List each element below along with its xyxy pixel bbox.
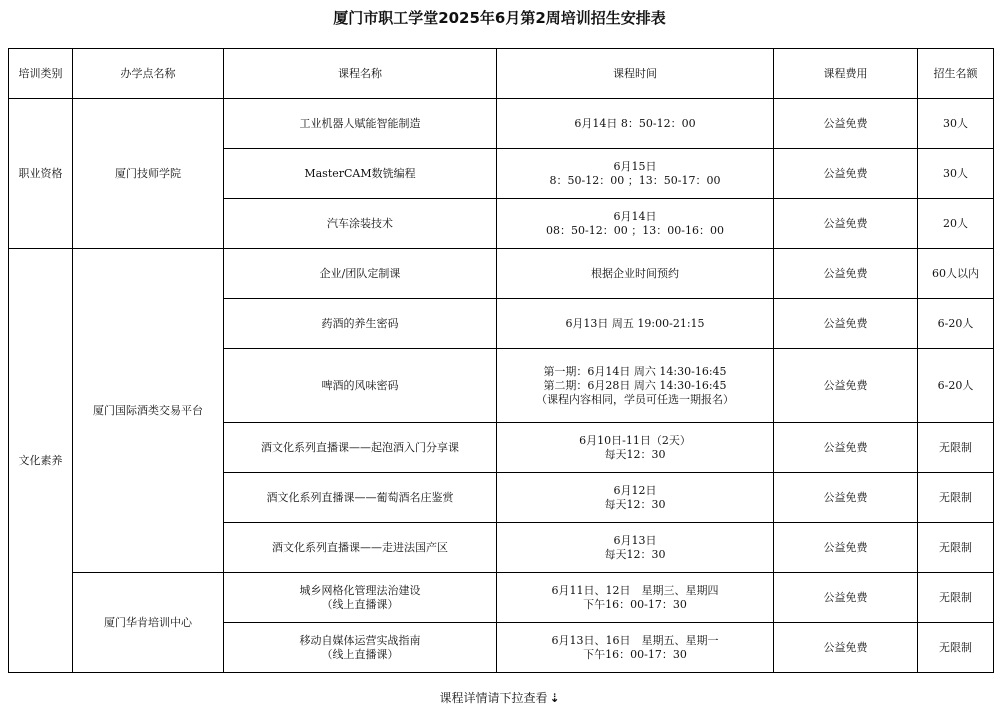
time-cell: 6月10日-11日（2天） 每天12：30 [497,423,774,473]
course-cell: 工业机器人赋能智能制造 [224,99,497,149]
time-cell: 6月13日、16日 星期五、星期一 下午16：00-17：30 [497,623,774,673]
time-cell: 6月13日 每天12：30 [497,523,774,573]
category-cell: 文化素养 [9,249,73,673]
header-time: 课程时间 [497,49,774,99]
school-cell: 厦门国际酒类交易平台 [73,249,224,573]
quota-cell: 无限制 [918,623,994,673]
fee-cell: 公益免费 [774,473,918,523]
quota-cell: 30人 [918,149,994,199]
quota-cell: 6-20人 [918,349,994,423]
page-title: 厦门市职工学堂2025年6月第2周培训招生安排表 [333,9,666,27]
course-cell: 汽车涂装技术 [224,199,497,249]
course-cell: 药酒的养生密码 [224,299,497,349]
category-cell: 职业资格 [9,99,73,249]
course-cell: 酒文化系列直播课——葡萄酒名庄鉴赏 [224,473,497,523]
table-row [9,249,994,299]
fee-cell: 公益免费 [774,623,918,673]
course-cell: 企业/团队定制课 [224,249,497,299]
quota-cell: 无限制 [918,473,994,523]
header-quota: 招生名额 [918,49,994,99]
table-row [9,99,994,149]
scroll-hint-text: 课程详情请下拉查看 [439,691,548,705]
course-cell: 移动自媒体运营实战指南 （线上直播课） [224,623,497,673]
quota-cell: 无限制 [918,523,994,573]
fee-cell: 公益免费 [774,523,918,573]
fee-cell: 公益免费 [774,423,918,473]
scroll-hint [0,690,999,706]
fee-cell: 公益免费 [774,149,918,199]
time-cell: 6月13日 周五 19:00-21:15 [497,299,774,349]
time-cell: 第一期：6月14日 周六 14:30-16:45 第二期：6月28日 周六 14:30-16:45 （课程内容相同，学员可任选一期报名） [497,349,774,423]
header-category: 培训类别 [9,49,73,99]
course-cell: 啤酒的风味密码 [224,349,497,423]
quota-cell: 无限制 [918,423,994,473]
header-school: 办学点名称 [73,49,224,99]
time-cell: 6月14日 8：50-12：00 [497,99,774,149]
arrow-down-icon: ⇣ [549,691,560,705]
header-row [9,49,994,99]
time-cell: 6月15日 8：50-12：00 ；13：50-17：00 [497,149,774,199]
quota-cell: 20人 [918,199,994,249]
course-cell: 酒文化系列直播课——走进法国产区 [224,523,497,573]
quota-cell: 无限制 [918,573,994,623]
fee-cell: 公益免费 [774,99,918,149]
time-cell: 根据企业时间预约 [497,249,774,299]
table-row [9,573,994,623]
time-cell: 6月11日、12日 星期三、星期四 下午16：00-17：30 [497,573,774,623]
header-fee: 课程费用 [774,49,918,99]
quota-cell: 6-20人 [918,299,994,349]
time-cell: 6月12日 每天12：30 [497,473,774,523]
course-cell: MasterCAM数铣编程 [224,149,497,199]
schedule-table [8,48,994,673]
fee-cell: 公益免费 [774,349,918,423]
quota-cell: 60人以内 [918,249,994,299]
fee-cell: 公益免费 [774,573,918,623]
fee-cell: 公益免费 [774,199,918,249]
time-cell: 6月14日 08：50-12：00 ；13：00-16：00 [497,199,774,249]
fee-cell: 公益免费 [774,249,918,299]
header-course: 课程名称 [224,49,497,99]
school-cell: 厦门技师学院 [73,99,224,249]
school-cell: 厦门华肯培训中心 [73,573,224,673]
quota-cell: 30人 [918,99,994,149]
fee-cell: 公益免费 [774,299,918,349]
course-cell: 酒文化系列直播课——起泡酒入门分享课 [224,423,497,473]
course-cell: 城乡网格化管理法治建设 （线上直播课） [224,573,497,623]
